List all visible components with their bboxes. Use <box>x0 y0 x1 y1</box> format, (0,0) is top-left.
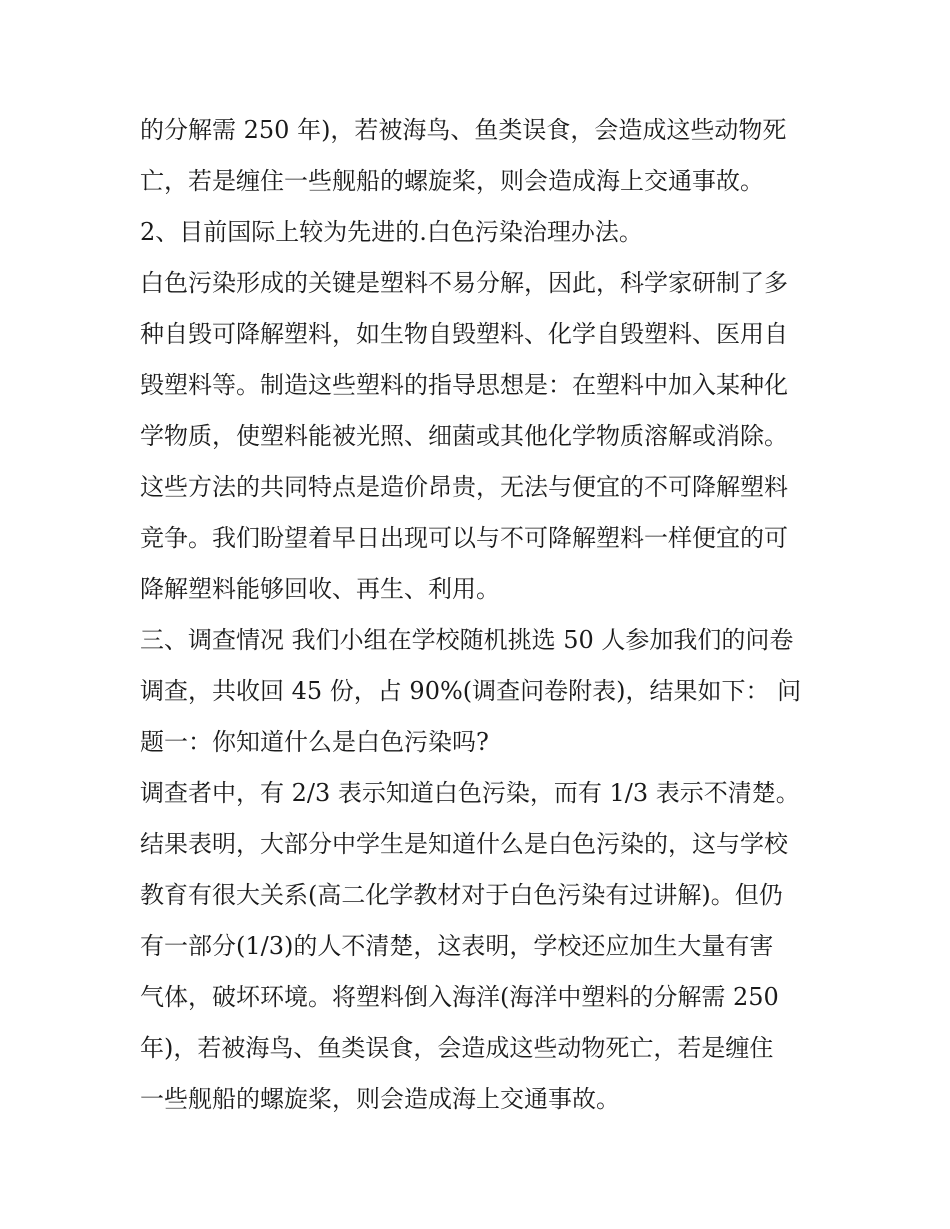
text-line: 一些舰船的螺旋桨，则会造成海上交通事故。 <box>140 1085 620 1113</box>
text-line: 年)，若被海鸟、鱼类误食，会造成这些动物死亡，若是缠住 <box>140 1034 774 1062</box>
text-line: 的分解需 250 年)，若被海鸟、鱼类误食，会造成这些动物死 <box>140 116 787 144</box>
document-body <box>140 105 820 1125</box>
text-line: 有一部分(1/3)的人不清楚，这表明，学校还应加生大量有害 <box>140 932 774 960</box>
text-line: 白色污染形成的关键是塑料不易分解，因此，科学家研制了多 <box>140 269 788 297</box>
text-line: 题一：你知道什么是白色污染吗? <box>140 728 489 756</box>
section-heading: 2、目前国际上较为先进的.白色污染治理办法。 <box>140 218 643 246</box>
text-line: 教育有很大关系(高二化学教材对于白色污染有过讲解)。但仍 <box>140 881 783 909</box>
text-line: 结果表明，大部分中学生是知道什么是白色污染的，这与学校 <box>140 830 788 858</box>
text-line: 这些方法的共同特点是造价昂贵，无法与便宜的不可降解塑料 <box>140 473 788 501</box>
text-line: 种自毁可降解塑料，如生物自毁塑料、化学自毁塑料、医用自 <box>140 320 788 348</box>
text-line: 竞争。我们盼望着早日出现可以与不可降解塑料一样便宜的可 <box>140 524 788 552</box>
text-line: 气体，破坏环境。将塑料倒入海洋(海洋中塑料的分解需 250 <box>140 983 779 1011</box>
text-line: 调查者中，有 2/3 表示知道白色污染，而有 1/3 表示不清楚。 <box>140 779 800 807</box>
text-line: 调查，共收回 45 份，占 90%(调查问卷附表)，结果如下： 问 <box>140 677 802 705</box>
text-line: 毁塑料等。制造这些塑料的指导思想是：在塑料中加入某种化 <box>140 371 788 399</box>
section-heading: 三、调查情况 我们小组在学校随机挑选 50 人参加我们的问卷 <box>140 626 794 654</box>
text-line: 亡，若是缠住一些舰船的螺旋桨，则会造成海上交通事故。 <box>140 167 764 195</box>
text-line: 学物质，使塑料能被光照、细菌或其他化学物质溶解或消除。 <box>140 422 788 450</box>
text-line: 降解塑料能够回收、再生、利用。 <box>140 575 500 603</box>
